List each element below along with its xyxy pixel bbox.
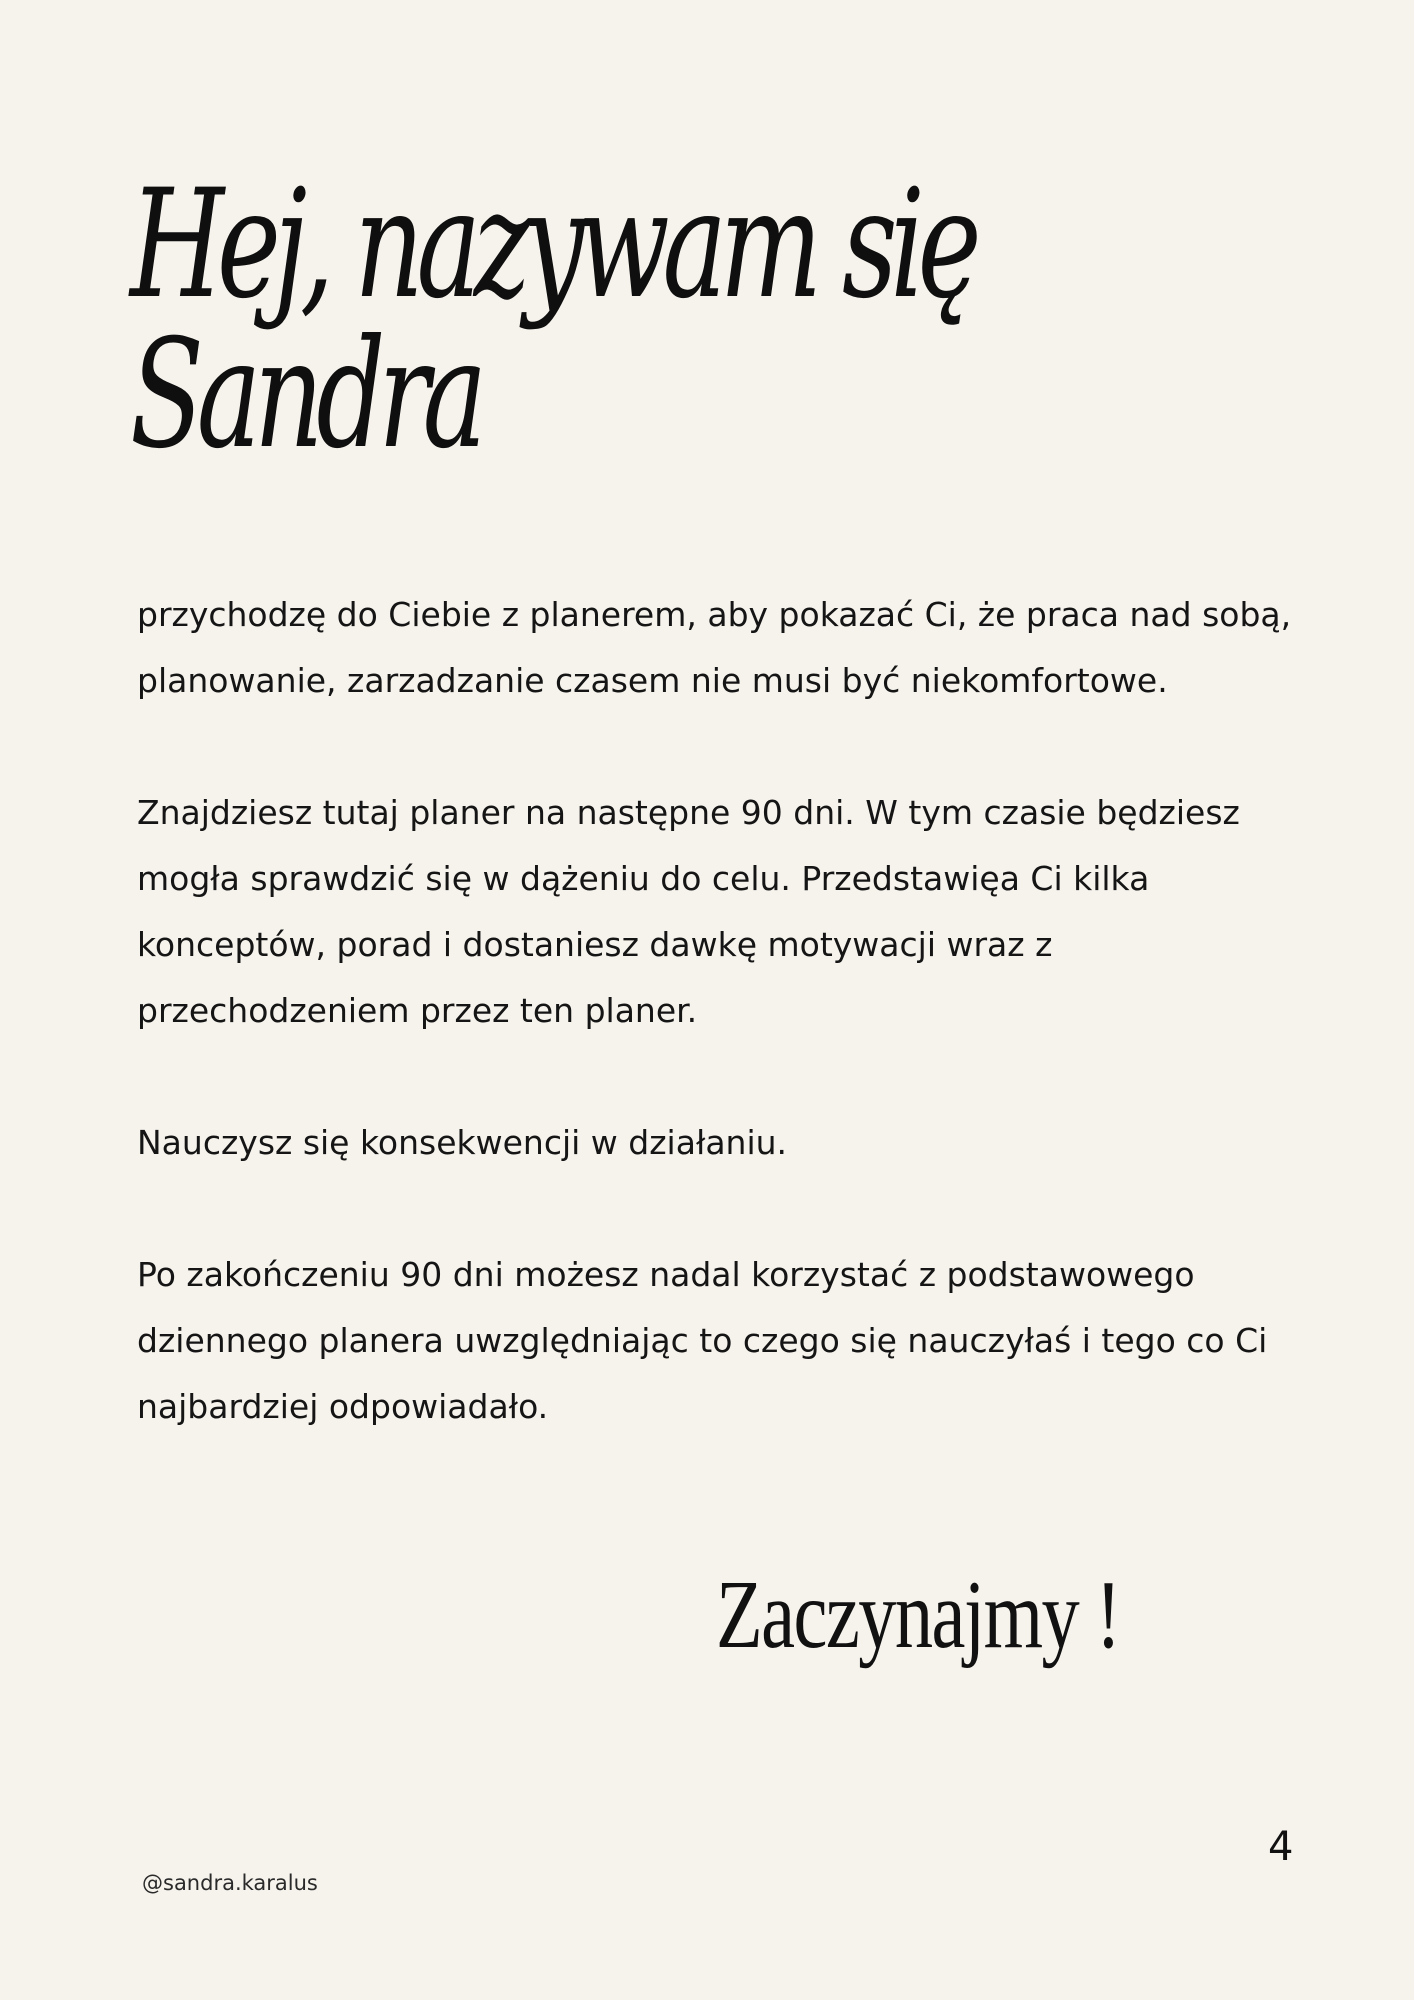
title-line-1: Hej, nazywam się <box>130 158 975 332</box>
paragraph-after-90-days: Po zakończeniu 90 dni możesz nadal korzystać z podstawowego dziennego planera uwzględniając to czego się nauczyłaś i tego co Ci najbardziej odpowiadało. <box>137 1255 1268 1426</box>
paragraph-planner: Znajdziesz tutaj planer na następne 90 dni. W tym czasie będziesz mogła sprawdzić się w dążeniu do celu. Przedstawięa Ci kilka konceptów, porad i dostaniesz dawkę motywacji wraz z przechodzeniem przez ten planer. <box>137 793 1240 1030</box>
body-text <box>137 582 1297 1506</box>
page-title <box>130 158 994 482</box>
social-handle: @sandra.karalus <box>142 1871 318 1895</box>
page-number: 4 <box>1268 1824 1294 1870</box>
paragraph-intro: przychodzę do Ciebie z planerem, aby pokazać Ci, że praca nad sobą, planowanie, zarzadzanie czasem nie musi być niekomfortowe. <box>137 595 1292 700</box>
paragraph-consistency: Nauczysz się konsekwencji w działaniu. <box>137 1123 788 1162</box>
closing-text: Zaczynajmy ! <box>716 1561 1120 1669</box>
title-line-2: Sandra <box>130 308 480 482</box>
